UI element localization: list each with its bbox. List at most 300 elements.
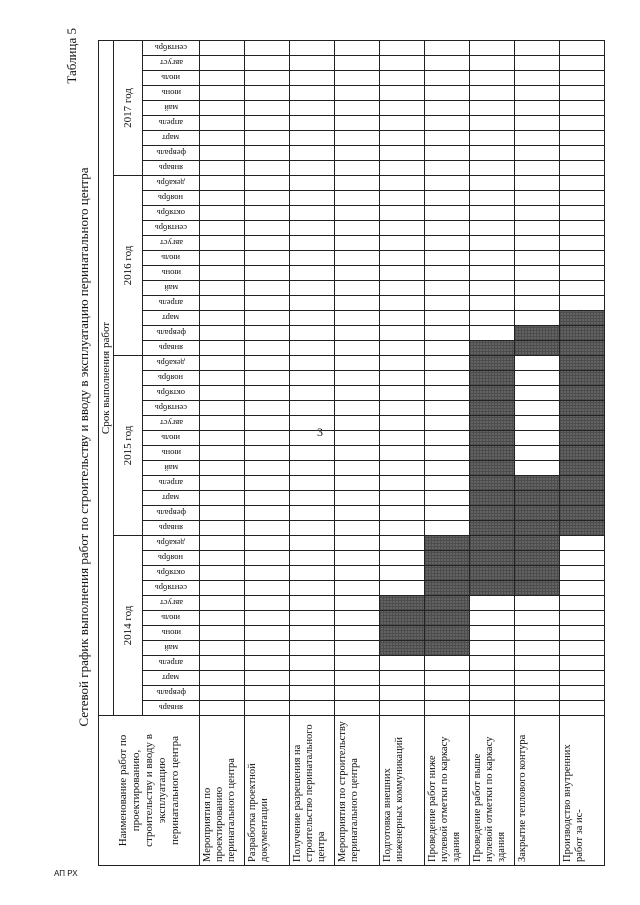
gantt-cell [335,656,380,671]
month-header [143,401,200,416]
gantt-cell [560,251,605,266]
gantt-cell [470,251,515,266]
gantt-cell [290,581,335,596]
gantt-cell [290,686,335,701]
month-label: ноябрь [158,193,184,203]
gantt-cell [245,86,290,101]
gantt-cell [515,56,560,71]
gantt-cell [200,131,245,146]
month-label: январь [158,343,184,353]
gantt-cell [245,56,290,71]
gantt-bar-cell [560,401,605,416]
month-label: апрель [158,298,184,308]
task-name: Мероприятия по строительству перинатального центра [335,716,380,866]
gantt-cell [290,446,335,461]
gantt-cell [290,461,335,476]
gantt-cell [425,161,470,176]
gantt-cell [245,176,290,191]
gantt-cell [290,191,335,206]
month-label: июль [161,73,181,83]
gantt-cell [515,446,560,461]
gantt-cell [515,221,560,236]
gantt-cell [515,626,560,641]
gantt-cell [335,311,380,326]
gantt-cell [425,221,470,236]
gantt-cell [290,536,335,551]
gantt-cell [425,356,470,371]
gantt-cell [380,41,425,56]
gantt-bar-cell [425,581,470,596]
gantt-cell [560,176,605,191]
gantt-cell [425,521,470,536]
gantt-cell [560,536,605,551]
gantt-cell [425,671,470,686]
month-header [143,596,200,611]
gantt-cell [335,341,380,356]
gantt-cell [335,641,380,656]
month-header [143,116,200,131]
gantt-cell [335,71,380,86]
month-label: октябрь [156,568,186,578]
gantt-cell [200,626,245,641]
month-label: сентябрь [154,403,188,413]
gantt-bar-cell [560,326,605,341]
gantt-cell [245,236,290,251]
gantt-cell [245,551,290,566]
gantt-cell [335,326,380,341]
year-header: 2016 год [114,176,143,356]
gantt-cell [290,251,335,266]
gantt-bar-cell [560,461,605,476]
gantt-bar-cell [560,416,605,431]
month-header [143,236,200,251]
month-header [143,521,200,536]
gantt-cell [335,386,380,401]
gantt-cell [335,671,380,686]
gantt-cell [245,641,290,656]
gantt-cell [245,461,290,476]
gantt-bar-cell [560,491,605,506]
month-label: март [162,133,180,143]
gantt-bar-cell [560,311,605,326]
month-label: декабрь [156,358,186,368]
gantt-bar-cell [560,371,605,386]
page-title: Сетевой график выполнения работ по строительству и вводу в эксплуатацию перинатального центра [76,167,91,727]
gantt-cell [245,506,290,521]
month-label: сентябрь [154,583,188,593]
month-header [143,461,200,476]
gantt-cell [425,491,470,506]
gantt-cell [515,86,560,101]
gantt-cell [470,41,515,56]
month-header [143,176,200,191]
month-label: январь [158,703,184,713]
gantt-cell [470,131,515,146]
gantt-cell [380,251,425,266]
gantt-cell [245,491,290,506]
gantt-cell [245,701,290,716]
gantt-bar-cell [560,521,605,536]
gantt-cell [245,431,290,446]
month-header [143,296,200,311]
gantt-bar-cell [470,461,515,476]
gantt-cell [335,461,380,476]
gantt-cell [290,431,335,446]
gantt-cell [425,191,470,206]
month-label: ноябрь [158,373,184,383]
gantt-cell [470,611,515,626]
gantt-cell [515,416,560,431]
month-label: февраль [156,328,186,338]
gantt-cell [515,431,560,446]
gantt-bar-cell [515,491,560,506]
gantt-cell [290,71,335,86]
task-name: Проведение работ выше нулевой отметки по каркасу здания [470,716,515,866]
month-header [143,41,200,56]
gantt-cell [335,356,380,371]
gantt-cell [380,56,425,71]
gantt-cell [515,611,560,626]
gantt-cell [335,686,380,701]
gantt-cell [380,236,425,251]
gantt-cell [245,251,290,266]
month-header [143,371,200,386]
gantt-cell [470,281,515,296]
gantt-cell [200,596,245,611]
gantt-bar-cell [425,626,470,641]
month-header [143,86,200,101]
gantt-cell [245,536,290,551]
month-label: апрель [158,118,184,128]
gantt-cell [200,176,245,191]
gantt-cell [515,356,560,371]
gantt-bar-cell [470,551,515,566]
gantt-cell [515,596,560,611]
month-header [143,161,200,176]
gantt-bar-cell [515,581,560,596]
month-label: сентябрь [154,223,188,233]
gantt-cell [380,296,425,311]
gantt-cell [380,551,425,566]
gantt-cell [380,116,425,131]
table-label: Таблица 5 [64,28,79,84]
gantt-cell [290,281,335,296]
gantt-cell [470,86,515,101]
month-header [143,566,200,581]
gantt-cell [380,356,425,371]
gantt-cell [200,146,245,161]
gantt-cell [335,56,380,71]
gantt-cell [380,686,425,701]
gantt-bar-cell [470,536,515,551]
gantt-cell [425,326,470,341]
gantt-cell [335,281,380,296]
gantt-cell [245,41,290,56]
gantt-cell [290,401,335,416]
gantt-cell [560,146,605,161]
gantt-bar-cell [560,476,605,491]
month-header [143,56,200,71]
gantt-cell [560,131,605,146]
gantt-cell [200,191,245,206]
gantt-cell [380,416,425,431]
gantt-cell [380,221,425,236]
gantt-cell [245,341,290,356]
gantt-bar-cell [470,356,515,371]
schedule-grid [98,40,605,866]
gantt-cell [380,701,425,716]
gantt-cell [470,56,515,71]
gantt-cell [380,161,425,176]
gantt-cell [470,641,515,656]
gantt-cell [335,491,380,506]
gantt-cell [380,371,425,386]
month-label: июнь [161,448,181,458]
gantt-cell [470,296,515,311]
gantt-cell [200,116,245,131]
gantt-cell [380,131,425,146]
gantt-cell [290,626,335,641]
gantt-cell [515,656,560,671]
month-header [143,311,200,326]
gantt-cell [200,386,245,401]
gantt-cell [200,476,245,491]
gantt-cell [335,236,380,251]
gantt-cell [560,281,605,296]
gantt-cell [380,86,425,101]
month-label: июль [161,253,181,263]
task-name: Подготовка внешних инженерных коммуникаций [380,716,425,866]
gantt-cell [290,566,335,581]
month-label: май [164,463,178,473]
gantt-cell [290,416,335,431]
gantt-cell [425,176,470,191]
gantt-cell [515,131,560,146]
gantt-cell [560,116,605,131]
gantt-cell [245,221,290,236]
month-label: июнь [161,88,181,98]
gantt-cell [425,116,470,131]
year-header: 2015 год [114,356,143,536]
gantt-cell [245,596,290,611]
gantt-cell [245,356,290,371]
gantt-cell [290,551,335,566]
year-header: 2014 год [114,536,143,716]
gantt-cell [515,701,560,716]
gantt-cell [560,221,605,236]
gantt-cell [245,626,290,641]
gantt-cell [335,401,380,416]
month-header [143,686,200,701]
schedule-table [98,40,605,866]
month-header [143,506,200,521]
gantt-cell [380,656,425,671]
gantt-cell [560,56,605,71]
gantt-cell [200,701,245,716]
gantt-cell [200,311,245,326]
gantt-bar-cell [470,341,515,356]
gantt-cell [425,71,470,86]
gantt-cell [560,686,605,701]
gantt-cell [200,71,245,86]
month-label: декабрь [156,178,186,188]
gantt-cell [515,401,560,416]
gantt-bar-cell [380,626,425,641]
gantt-cell [380,326,425,341]
gantt-bar-cell [515,551,560,566]
gantt-cell [380,671,425,686]
gantt-cell [425,386,470,401]
gantt-cell [425,506,470,521]
gantt-cell [380,191,425,206]
gantt-bar-cell [560,341,605,356]
gantt-cell [425,701,470,716]
gantt-bar-cell [470,581,515,596]
gantt-cell [200,446,245,461]
gantt-bar-cell [425,566,470,581]
month-label: май [164,643,178,653]
gantt-cell [470,176,515,191]
gantt-cell [470,146,515,161]
gantt-cell [200,41,245,56]
table-row [425,41,470,866]
gantt-cell [290,356,335,371]
gantt-cell [245,101,290,116]
gantt-bar-cell [425,536,470,551]
table-row [470,41,515,866]
gantt-cell [335,536,380,551]
gantt-bar-cell [425,596,470,611]
gantt-cell [335,431,380,446]
gantt-bar-cell [470,476,515,491]
month-header [143,626,200,641]
month-header [143,536,200,551]
gantt-cell [245,416,290,431]
gantt-cell [245,476,290,491]
gantt-cell [200,371,245,386]
gantt-cell [200,296,245,311]
gantt-bar-cell [425,611,470,626]
gantt-bar-cell [560,386,605,401]
gantt-cell [335,116,380,131]
gantt-cell [290,671,335,686]
gantt-cell [425,41,470,56]
gantt-cell [290,656,335,671]
gantt-cell [245,671,290,686]
gantt-cell [290,161,335,176]
gantt-cell [290,56,335,71]
month-label: март [162,493,180,503]
corner-stamp: АП РХ [54,869,78,878]
gantt-bar-cell [515,536,560,551]
month-label: август [159,238,183,248]
gantt-cell [380,476,425,491]
gantt-cell [245,71,290,86]
gantt-cell [425,281,470,296]
month-label: январь [158,523,184,533]
month-header [143,476,200,491]
table-row [290,41,335,866]
gantt-cell [470,626,515,641]
gantt-cell [470,326,515,341]
month-label: июнь [161,628,181,638]
gantt-cell [290,491,335,506]
gantt-cell [200,431,245,446]
gantt-cell [335,176,380,191]
gantt-cell [200,521,245,536]
gantt-cell [380,401,425,416]
gantt-cell [380,581,425,596]
gantt-bar-cell [470,401,515,416]
gantt-cell [335,86,380,101]
gantt-cell [470,671,515,686]
gantt-cell [380,281,425,296]
gantt-cell [425,146,470,161]
gantt-bar-cell [515,566,560,581]
gantt-cell [425,266,470,281]
gantt-cell [560,626,605,641]
gantt-cell [515,671,560,686]
gantt-cell [335,596,380,611]
gantt-cell [290,326,335,341]
gantt-cell [335,206,380,221]
gantt-cell [515,371,560,386]
gantt-bar-cell [470,506,515,521]
gantt-cell [470,266,515,281]
gantt-cell [380,506,425,521]
month-label: февраль [156,148,186,158]
gantt-cell [380,521,425,536]
gantt-cell [560,566,605,581]
gantt-cell [470,71,515,86]
gantt-cell [200,251,245,266]
gantt-cell [515,386,560,401]
gantt-cell [560,191,605,206]
month-label: апрель [158,478,184,488]
gantt-cell [470,221,515,236]
gantt-cell [290,476,335,491]
month-label: май [164,103,178,113]
gantt-cell [290,86,335,101]
gantt-cell [515,161,560,176]
gantt-cell [200,56,245,71]
gantt-cell [560,41,605,56]
table-row [200,41,245,866]
gantt-cell [380,266,425,281]
gantt-cell [245,371,290,386]
gantt-cell [380,446,425,461]
table-row [560,41,605,866]
gantt-cell [470,101,515,116]
gantt-cell [380,146,425,161]
gantt-cell [200,671,245,686]
month-header [143,611,200,626]
gantt-cell [515,71,560,86]
gantt-cell [425,251,470,266]
gantt-cell [245,686,290,701]
gantt-cell [200,416,245,431]
gantt-cell [200,686,245,701]
gantt-cell [515,461,560,476]
gantt-cell [200,326,245,341]
gantt-cell [290,506,335,521]
gantt-cell [515,206,560,221]
gantt-cell [290,701,335,716]
month-label: март [162,673,180,683]
gantt-cell [200,611,245,626]
gantt-cell [290,341,335,356]
gantt-cell [245,386,290,401]
